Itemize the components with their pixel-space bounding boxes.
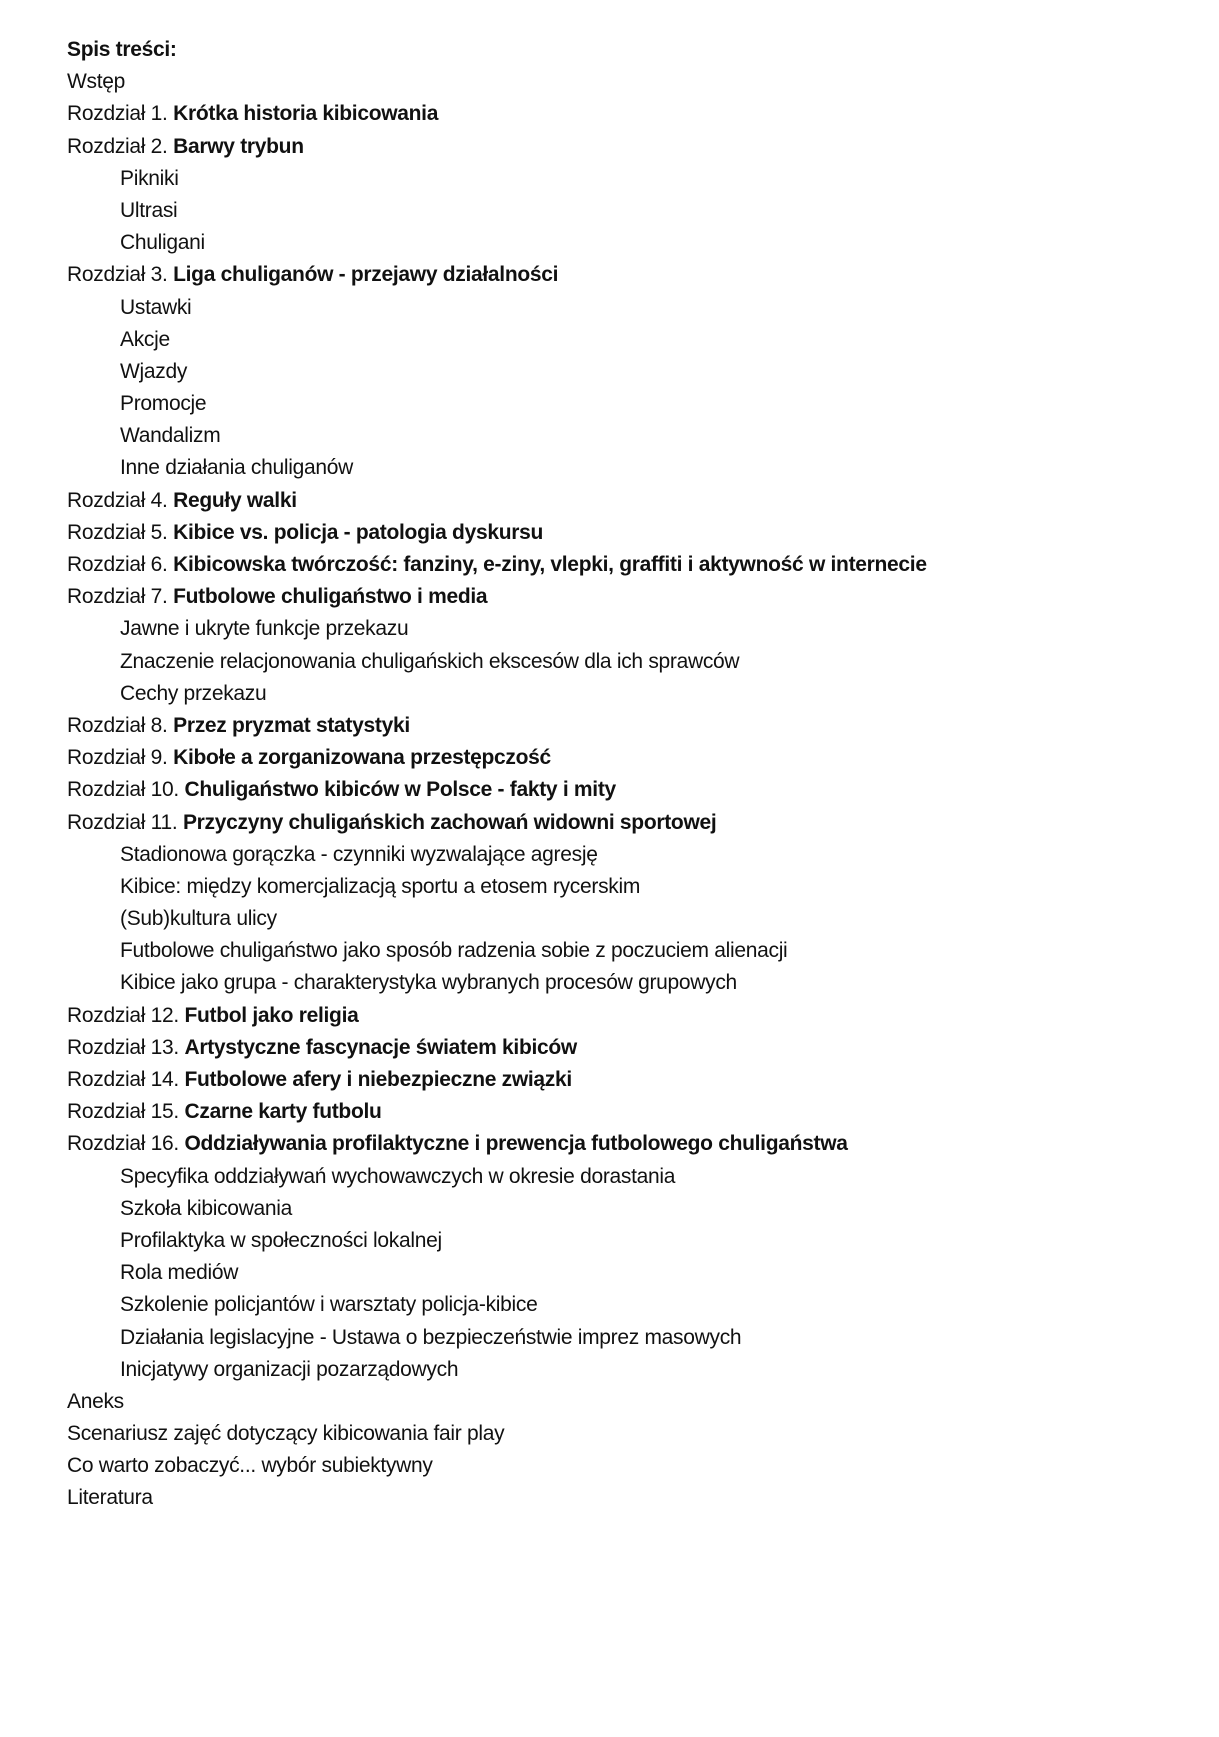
section-entry: Wjazdy bbox=[120, 359, 188, 383]
chapter-entry bbox=[67, 1064, 1187, 1096]
appendix-entry: Aneks bbox=[67, 1389, 124, 1413]
table-of-contents bbox=[67, 34, 1187, 1515]
chapter-number: Rozdział 2. bbox=[67, 134, 174, 158]
section-entry: Inicjatywy organizacji pozarządowych bbox=[120, 1357, 459, 1381]
chapter-entry bbox=[67, 485, 1187, 517]
chapter-number: Rozdział 1. bbox=[67, 102, 174, 126]
chapter-number: Rozdział 13. bbox=[67, 1035, 185, 1059]
chapter-number: Rozdział 14. bbox=[67, 1068, 185, 1091]
chapter-number: Rozdział 9. bbox=[67, 746, 174, 770]
chapter-title: Przyczyny chuligańskich zachowań widowni sportowej bbox=[182, 810, 717, 834]
section-entry: Cechy przekazu bbox=[120, 681, 267, 705]
section-entry: Profilaktyka w społeczności lokalnej bbox=[120, 1228, 442, 1252]
chapter-entry bbox=[67, 774, 1187, 806]
chapter-title: Krótka historia kibicowania bbox=[173, 102, 439, 126]
chapter-title: Kibice vs. policja - patologia dyskursu bbox=[173, 520, 544, 544]
chapter-title: Czarne karty futbolu bbox=[184, 1100, 382, 1124]
appendix-entry: Co warto zobaczyć... wybór subiektywny bbox=[67, 1454, 433, 1478]
chapter-entry bbox=[67, 742, 1187, 774]
chapter-title: Futbolowe afery i niebezpieczne związki bbox=[184, 1068, 572, 1091]
section-entry: Inne działania chuliganów bbox=[120, 456, 354, 480]
chapter-title: Kibołe a zorganizowana przestępczość bbox=[173, 746, 551, 770]
chapter-number: Rozdział 11. bbox=[67, 810, 183, 834]
chapter-title: Oddziaływania profilaktyczne i prewencja futbolowego chuligaństwa bbox=[184, 1132, 848, 1156]
chapter-number: Rozdział 12. bbox=[67, 1003, 185, 1027]
section-entry: Kibice: między komercjalizacją sportu a etosem rycerskim bbox=[120, 874, 641, 898]
section-entry: Szkolenie policjantów i warsztaty policja-kibice bbox=[120, 1293, 538, 1317]
chapter-entry bbox=[67, 131, 1187, 163]
chapter-list bbox=[67, 98, 1187, 1386]
section-entry: Znaczenie relacjonowania chuligańskich ekscesów dla ich sprawców bbox=[120, 649, 740, 673]
section-entry: Futbolowe chuligaństwo jako sposób radzenia sobie z poczuciem alienacji bbox=[120, 939, 788, 963]
chapter-number: Rozdział 15. bbox=[67, 1100, 185, 1124]
toc-title: Spis treści: bbox=[67, 38, 177, 61]
section-entry: Specyfika oddziaływań wychowawczych w okresie dorastania bbox=[120, 1164, 676, 1188]
toc-entry-intro: Wstęp bbox=[67, 70, 126, 94]
chapter-title: Chuligaństwo kibiców w Polsce - fakty i mity bbox=[184, 778, 616, 802]
chapter-number: Rozdział 3. bbox=[67, 263, 174, 287]
section-entry: (Sub)kultura ulicy bbox=[120, 907, 277, 931]
chapter-title: Przez pryzmat statystyki bbox=[173, 713, 410, 737]
section-entry: Stadionowa gorączka - czynniki wyzwalające agresję bbox=[120, 842, 598, 866]
chapter-title: Liga chuliganów - przejawy działalności bbox=[173, 263, 559, 287]
appendix-entry: Literatura bbox=[67, 1486, 153, 1510]
chapter-title: Barwy trybun bbox=[173, 134, 304, 158]
chapter-entry bbox=[67, 1000, 1187, 1032]
chapter-entry bbox=[67, 710, 1187, 742]
section-entry: Ultrasi bbox=[120, 198, 178, 222]
section-entry: Kibice jako grupa - charakterystyka wybranych procesów grupowych bbox=[120, 971, 737, 995]
section-entry: Ustawki bbox=[120, 295, 192, 319]
chapter-title: Futbolowe chuligaństwo i media bbox=[173, 585, 488, 609]
chapter-entry bbox=[67, 549, 1187, 581]
section-entry: Szkoła kibicowania bbox=[120, 1196, 293, 1220]
chapter-entry bbox=[67, 807, 1187, 839]
chapter-number: Rozdział 7. bbox=[67, 585, 174, 609]
chapter-number: Rozdział 4. bbox=[67, 488, 174, 512]
chapter-entry bbox=[67, 98, 1187, 130]
chapter-entry bbox=[67, 517, 1187, 549]
section-entry: Jawne i ukryte funkcje przekazu bbox=[120, 617, 409, 641]
section-entry: Wandalizm bbox=[120, 424, 221, 448]
section-entry: Akcje bbox=[120, 327, 170, 351]
chapter-entry bbox=[67, 1096, 1187, 1128]
section-entry: Rola mediów bbox=[120, 1261, 239, 1285]
chapter-number: Rozdział 8. bbox=[67, 713, 174, 737]
chapter-title: Artystyczne fascynacje światem kibiców bbox=[184, 1035, 577, 1059]
chapter-entry bbox=[67, 1128, 1187, 1160]
chapter-entry bbox=[67, 581, 1187, 613]
section-entry: Promocje bbox=[120, 392, 207, 416]
chapter-number: Rozdział 10. bbox=[67, 778, 185, 802]
chapter-entry bbox=[67, 259, 1187, 291]
chapter-number: Rozdział 6. bbox=[67, 553, 174, 576]
chapter-title: Reguły walki bbox=[173, 488, 297, 512]
section-entry: Działania legislacyjne - Ustawa o bezpieczeństwie imprez masowych bbox=[120, 1325, 742, 1349]
chapter-number: Rozdział 16. bbox=[67, 1132, 185, 1156]
chapter-entry bbox=[67, 1032, 1187, 1064]
section-entry: Pikniki bbox=[120, 166, 179, 190]
section-entry: Chuligani bbox=[120, 231, 205, 255]
appendix-list bbox=[67, 1386, 1187, 1515]
appendix-entry: Scenariusz zajęć dotyczący kibicowania fair play bbox=[67, 1422, 505, 1446]
chapter-number: Rozdział 5. bbox=[67, 520, 174, 544]
chapter-title: Kibicowska twórczość: fanziny, e-ziny, vlepki, graffiti i aktywność w internecie bbox=[173, 553, 927, 576]
chapter-title: Futbol jako religia bbox=[184, 1003, 359, 1027]
